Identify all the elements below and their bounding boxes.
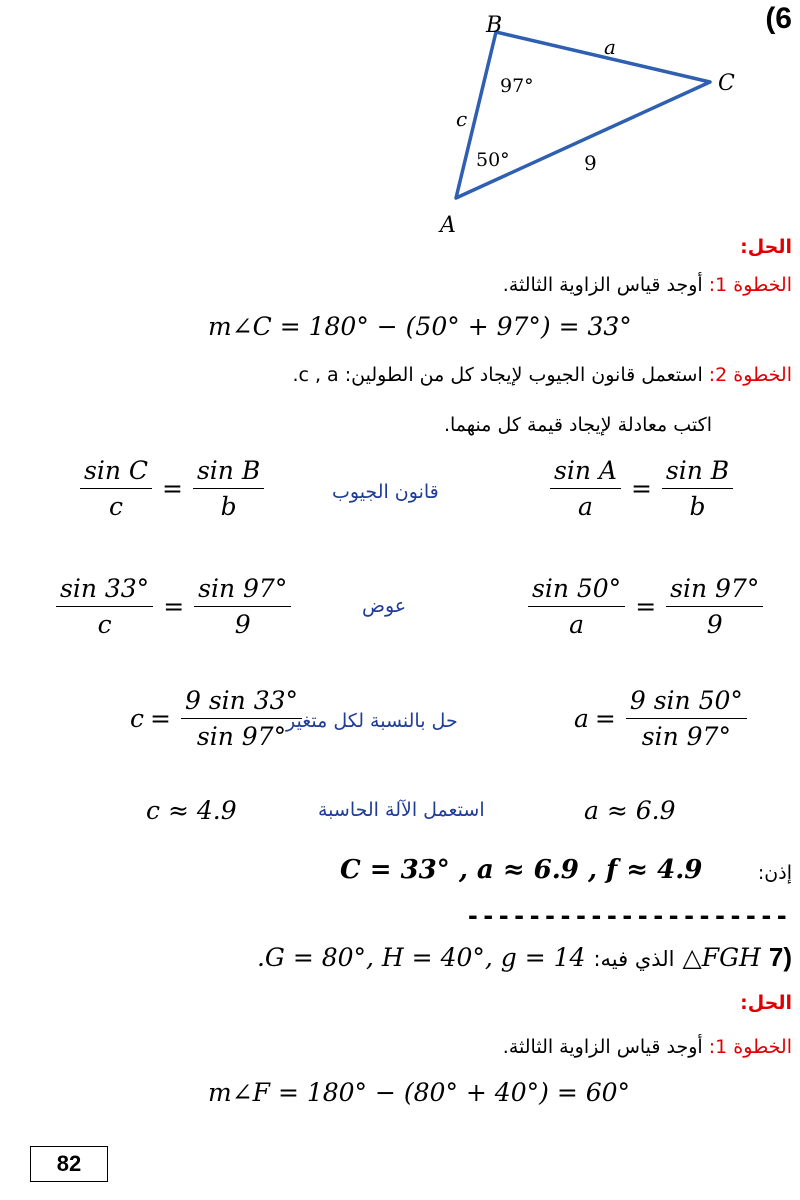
work-row-1-left: $\frac{\text{sin C}}{c}$ = $\frac{\text{sin B}}{b}$: [76, 456, 268, 521]
fraction-numerator: 9 sin 33°: [181, 686, 302, 719]
work-row-4-right: a ≈ 6.9: [584, 796, 676, 825]
fraction-numerator: sin C: [80, 456, 152, 489]
fraction-numerator: sin 97°: [194, 574, 291, 607]
step-2-line-6: [292, 364, 792, 386]
work-row-4-middle: استعمل الآلة الحاسبة: [318, 799, 485, 821]
step-1-equation-6: m∠C = 180° − (50° + 97°) = 33°: [208, 312, 632, 341]
fraction-denominator: b: [220, 492, 237, 521]
fraction-denominator: c: [109, 492, 124, 521]
problem-7-triangle: △FGH: [682, 943, 761, 972]
fraction-numerator: sin B: [193, 456, 264, 489]
triangle-abc: [456, 32, 710, 198]
step-1-label-6: الخطوة 1:: [708, 274, 792, 296]
work-row-3-left: c = $\frac{9 \sin 33^\circ}{\sin 97^\circ}$: [130, 686, 306, 751]
fraction-numerator: sin B: [662, 456, 733, 489]
step-1-text-7: أوجد قياس الزاوية الثالثة.: [502, 1036, 703, 1058]
fraction-numerator: 9 sin 50°: [626, 686, 747, 719]
fraction-numerator: sin 97°: [666, 574, 763, 607]
step-2-label-6: الخطوة 2:: [708, 364, 792, 386]
solved-variable: c: [130, 704, 145, 733]
step-1-line-6: [503, 274, 792, 296]
fraction-numerator: sin A: [550, 456, 621, 489]
work-row-2-left: $\frac{\sin 33^\circ}{c}$ = $\frac{\sin 97^\circ}{9}$: [52, 574, 295, 639]
fraction-denominator: 9: [706, 610, 723, 639]
fraction-denominator: 9: [234, 610, 251, 639]
angle-b-label: 97°: [500, 75, 534, 97]
work-row-3-middle: حل بالنسبة لكل متغير: [286, 710, 458, 732]
work-row-4-left: c ≈ 4.9: [146, 796, 237, 825]
fraction-numerator: sin 33°: [56, 574, 153, 607]
fraction-denominator: b: [689, 492, 706, 521]
solved-variable: a: [574, 704, 589, 733]
fraction-denominator: sin 97°: [196, 722, 287, 751]
fraction-denominator: a: [569, 610, 585, 639]
fraction-denominator: sin 97°: [641, 722, 731, 751]
angle-a-label: 50°: [476, 149, 510, 171]
work-row-2-right: $\frac{\sin 50^\circ}{a}$ = $\frac{\sin 97^\circ}{9}$: [524, 574, 767, 639]
work-row-1-middle: قانون الجيوب: [332, 481, 439, 503]
conclusion-label: إذن:: [757, 862, 792, 884]
vertex-b-label: B: [486, 13, 503, 38]
step-1-line-7: [503, 1036, 792, 1058]
step-1-equation-7: m∠F = 180° − (80° + 40°) = 60°: [208, 1078, 631, 1107]
step-1-label-7: الخطوة 1:: [708, 1036, 792, 1058]
work-row-1-right: $\frac{\text{sin A}}{a}$ = $\frac{\text{sin B}}{b}$: [546, 456, 737, 521]
side-a-label: a: [604, 35, 616, 59]
side-c-label: c: [456, 107, 468, 131]
step-2-subtext-6: اكتب معادلة لإيجاد قيمة كل منهما.: [443, 414, 712, 436]
step-1-text-6: أوجد قياس الزاوية الثالثة.: [502, 274, 703, 296]
vertex-a-label: A: [440, 213, 456, 238]
solution-label-7: الحل:: [740, 992, 792, 1014]
problem-6-number: (6: [765, 2, 792, 35]
vertex-c-label: C: [718, 71, 735, 96]
work-row-2-middle: عوض: [362, 595, 407, 617]
triangle-figure: [420, 10, 760, 240]
work-row-3-right: a = $\frac{9 \sin 50^\circ}{\sin 97^\circ}$: [574, 686, 751, 751]
solution-label-6: الحل:: [740, 236, 792, 258]
conclusion: C = 33° , a ≈ 6.9 , f ≈ 4.9: [340, 855, 703, 885]
fraction-numerator: sin 50°: [528, 574, 625, 607]
side-b-label: 9: [584, 151, 597, 175]
problem-7-number: 7): [768, 942, 792, 972]
page-number: 82: [30, 1146, 108, 1182]
fraction-denominator: c: [97, 610, 112, 639]
problem-7-statement: الذي فيه:: [593, 947, 675, 971]
problem-7-line: [257, 942, 792, 973]
step-2-text-6: استعمل قانون الجيوب لإيجاد كل من الطولين: c , a.: [292, 364, 703, 386]
fraction-denominator: a: [578, 492, 593, 521]
separator: ---------------------: [465, 902, 790, 930]
problem-7-given: .G = 80°, H = 40°, g = 14: [256, 943, 586, 972]
